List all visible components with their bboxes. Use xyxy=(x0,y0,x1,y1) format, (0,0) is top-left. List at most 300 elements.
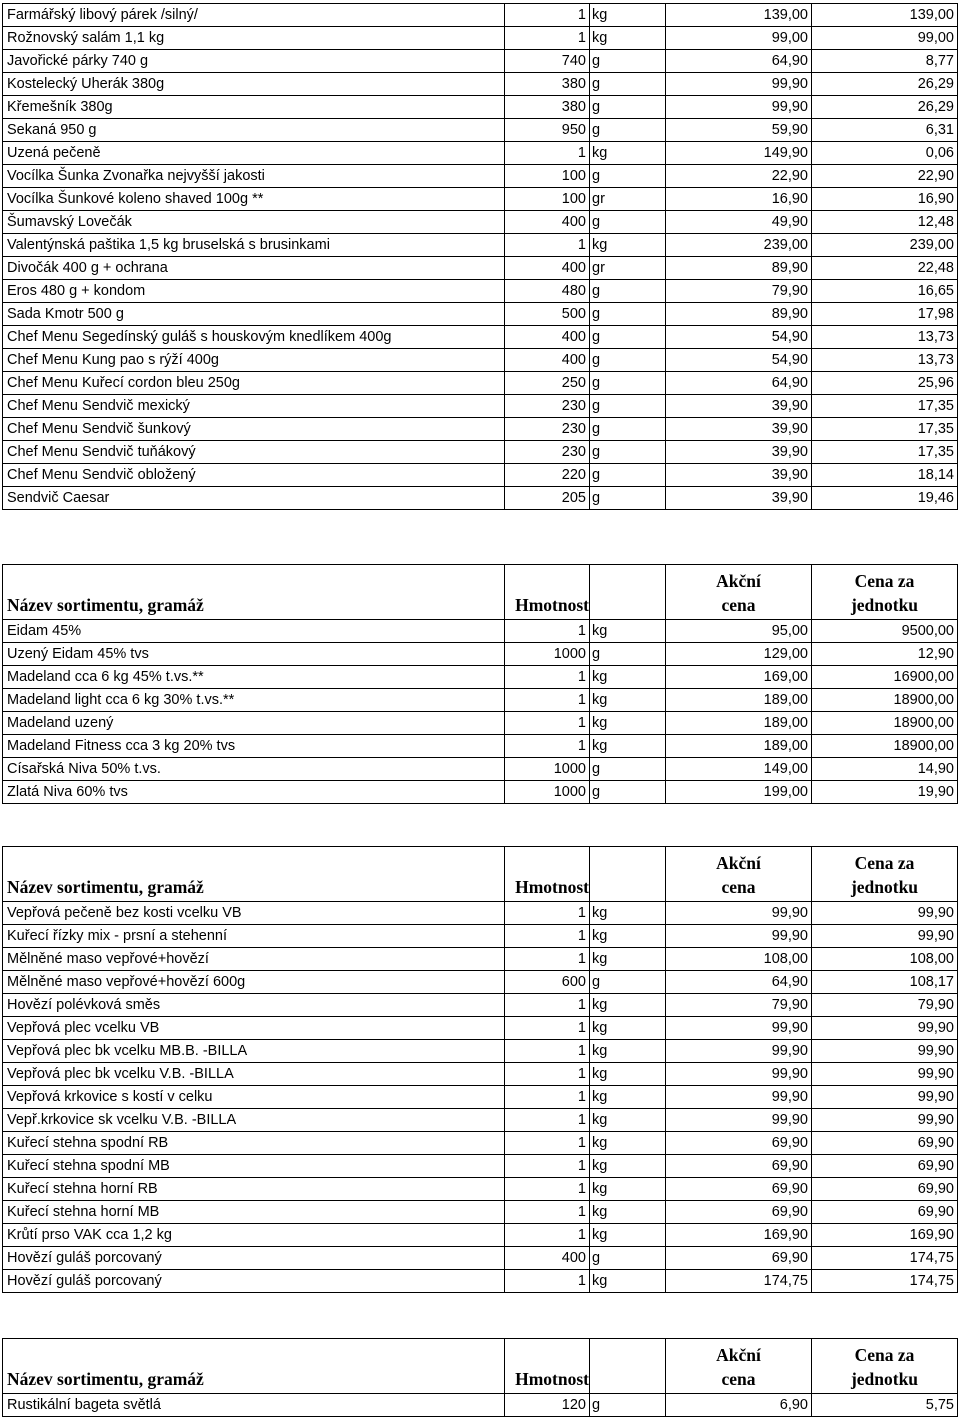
table-row xyxy=(3,971,958,994)
product-name: Kostelecký Uherák 380g xyxy=(3,73,505,96)
price: 69,90 xyxy=(666,1132,812,1155)
product-name: Hovězí guláš porcovaný xyxy=(3,1270,505,1293)
price-table-2 xyxy=(2,564,958,804)
product-name: Javořické párky 740 g xyxy=(3,50,505,73)
unit-price: 8,77 xyxy=(812,50,958,73)
quantity: 1 xyxy=(505,1224,590,1247)
quantity: 205 xyxy=(505,487,590,510)
product-name: Kuřecí stehna horní MB xyxy=(3,1201,505,1224)
table-row xyxy=(3,781,958,804)
unit-price: 16,65 xyxy=(812,280,958,303)
product-name: Vocílka Šunka Zvonařka nejvyšší jakosti xyxy=(3,165,505,188)
unit: g xyxy=(590,1247,666,1270)
product-name: Vepřová plec bk vcelku MB.B. -BILLA xyxy=(3,1040,505,1063)
price: 139,00 xyxy=(666,4,812,27)
table-row xyxy=(3,994,958,1017)
header-price-line1: Akční xyxy=(716,853,761,873)
header-price xyxy=(666,1339,812,1394)
product-name: Madeland uzený xyxy=(3,712,505,735)
unit: kg xyxy=(590,142,666,165)
quantity: 400 xyxy=(505,257,590,280)
table-body xyxy=(3,1339,958,1417)
product-name: Rožnovský salám 1,1 kg xyxy=(3,27,505,50)
price: 189,00 xyxy=(666,689,812,712)
header-unit-price xyxy=(812,847,958,902)
header-price-line2: cena xyxy=(721,877,756,897)
header-name: Název sortimentu, gramáž xyxy=(3,1339,505,1394)
price: 39,90 xyxy=(666,395,812,418)
price: 22,90 xyxy=(666,165,812,188)
unit-price: 12,48 xyxy=(812,211,958,234)
price: 189,00 xyxy=(666,712,812,735)
product-name: Hovězí guláš porcovaný xyxy=(3,1247,505,1270)
header-weight: Hmotnost xyxy=(505,847,590,902)
quantity: 1 xyxy=(505,994,590,1017)
quantity: 740 xyxy=(505,50,590,73)
product-name: Sendvič Caesar xyxy=(3,487,505,510)
price: 49,90 xyxy=(666,211,812,234)
unit-price: 6,31 xyxy=(812,119,958,142)
table-row xyxy=(3,96,958,119)
price: 99,90 xyxy=(666,1086,812,1109)
unit-price: 174,75 xyxy=(812,1247,958,1270)
unit-price: 69,90 xyxy=(812,1178,958,1201)
unit: kg xyxy=(590,27,666,50)
unit-price: 174,75 xyxy=(812,1270,958,1293)
unit-price: 69,90 xyxy=(812,1132,958,1155)
unit: g xyxy=(590,1394,666,1417)
product-name: Eidam 45% xyxy=(3,620,505,643)
unit-price: 17,35 xyxy=(812,395,958,418)
quantity: 1 xyxy=(505,1270,590,1293)
unit-price: 99,90 xyxy=(812,1063,958,1086)
product-name: Madeland cca 6 kg 45% t.vs.** xyxy=(3,666,505,689)
price: 174,75 xyxy=(666,1270,812,1293)
quantity: 1 xyxy=(505,1017,590,1040)
header-row xyxy=(3,847,958,902)
header-weight: Hmotnost xyxy=(505,1339,590,1394)
unit: kg xyxy=(590,1178,666,1201)
unit: kg xyxy=(590,1086,666,1109)
table-body xyxy=(3,565,958,804)
table-row xyxy=(3,735,958,758)
header-unit-price-line2: jednotku xyxy=(850,1369,919,1389)
header-weight-spacer xyxy=(590,565,666,620)
unit: kg xyxy=(590,1132,666,1155)
unit-price: 14,90 xyxy=(812,758,958,781)
quantity: 1 xyxy=(505,1040,590,1063)
table-row xyxy=(3,326,958,349)
table-row xyxy=(3,50,958,73)
product-name: Chef Menu Kuřecí cordon bleu 250g xyxy=(3,372,505,395)
unit-price: 13,73 xyxy=(812,326,958,349)
table-body xyxy=(3,847,958,1293)
table-row xyxy=(3,487,958,510)
header-price xyxy=(666,847,812,902)
unit-price: 139,00 xyxy=(812,4,958,27)
table-row xyxy=(3,211,958,234)
unit: g xyxy=(590,487,666,510)
price: 99,90 xyxy=(666,96,812,119)
price: 99,90 xyxy=(666,73,812,96)
unit-price: 18900,00 xyxy=(812,712,958,735)
unit-price: 99,90 xyxy=(812,902,958,925)
quantity: 480 xyxy=(505,280,590,303)
quantity: 1000 xyxy=(505,643,590,666)
unit-price: 18,14 xyxy=(812,464,958,487)
unit-price: 239,00 xyxy=(812,234,958,257)
price: 69,90 xyxy=(666,1178,812,1201)
quantity: 1 xyxy=(505,1201,590,1224)
table-row xyxy=(3,280,958,303)
price-table-3 xyxy=(2,846,958,1293)
table-row xyxy=(3,4,958,27)
product-name: Mělněné maso vepřové+hovězí xyxy=(3,948,505,971)
quantity: 380 xyxy=(505,96,590,119)
price: 6,90 xyxy=(666,1394,812,1417)
product-name: Madeland light cca 6 kg 30% t.vs.** xyxy=(3,689,505,712)
unit: g xyxy=(590,441,666,464)
product-name: Rustikální bageta světlá xyxy=(3,1394,505,1417)
unit: g xyxy=(590,326,666,349)
table-row xyxy=(3,1086,958,1109)
unit: kg xyxy=(590,902,666,925)
price: 54,90 xyxy=(666,349,812,372)
product-name: Vepřová pečeně bez kosti vcelku VB xyxy=(3,902,505,925)
unit-price: 99,00 xyxy=(812,27,958,50)
unit: g xyxy=(590,303,666,326)
unit: gr xyxy=(590,188,666,211)
product-name: Vepř.krkovice sk vcelku V.B. -BILLA xyxy=(3,1109,505,1132)
quantity: 1 xyxy=(505,1086,590,1109)
quantity: 1 xyxy=(505,689,590,712)
table-row xyxy=(3,464,958,487)
unit-price: 99,90 xyxy=(812,1017,958,1040)
table-row xyxy=(3,902,958,925)
price: 89,90 xyxy=(666,257,812,280)
unit: g xyxy=(590,73,666,96)
price: 99,90 xyxy=(666,925,812,948)
quantity: 400 xyxy=(505,349,590,372)
product-name: Uzený Eidam 45% tvs xyxy=(3,643,505,666)
unit-price: 19,46 xyxy=(812,487,958,510)
product-name: Vocílka Šunkové koleno shaved 100g ** xyxy=(3,188,505,211)
price: 79,90 xyxy=(666,994,812,1017)
quantity: 220 xyxy=(505,464,590,487)
price: 69,90 xyxy=(666,1247,812,1270)
price: 39,90 xyxy=(666,464,812,487)
unit: g xyxy=(590,349,666,372)
quantity: 1 xyxy=(505,902,590,925)
unit: gr xyxy=(590,257,666,280)
unit: g xyxy=(590,464,666,487)
quantity: 1 xyxy=(505,620,590,643)
header-name: Název sortimentu, gramáž xyxy=(3,565,505,620)
unit: kg xyxy=(590,1270,666,1293)
quantity: 1 xyxy=(505,666,590,689)
unit: kg xyxy=(590,1224,666,1247)
unit-price: 0,06 xyxy=(812,142,958,165)
unit-price: 16,90 xyxy=(812,188,958,211)
price: 99,90 xyxy=(666,1109,812,1132)
quantity: 950 xyxy=(505,119,590,142)
unit: g xyxy=(590,280,666,303)
product-name: Chef Menu Sendvič šunkový xyxy=(3,418,505,441)
price-table-1 xyxy=(2,3,958,510)
table-row xyxy=(3,1017,958,1040)
unit: g xyxy=(590,165,666,188)
table-row xyxy=(3,666,958,689)
header-weight: Hmotnost xyxy=(505,565,590,620)
price: 39,90 xyxy=(666,418,812,441)
unit: kg xyxy=(590,1040,666,1063)
price: 169,90 xyxy=(666,1224,812,1247)
unit: kg xyxy=(590,712,666,735)
unit-price: 26,29 xyxy=(812,73,958,96)
product-name: Šumavský Lovečák xyxy=(3,211,505,234)
table-row xyxy=(3,1224,958,1247)
unit: g xyxy=(590,971,666,994)
product-name: Hovězí polévková směs xyxy=(3,994,505,1017)
header-price-line1: Akční xyxy=(716,1345,761,1365)
product-name: Uzená pečeně xyxy=(3,142,505,165)
product-name: Farmářský libový párek /silný/ xyxy=(3,4,505,27)
table-row xyxy=(3,234,958,257)
header-row xyxy=(3,565,958,620)
table-row xyxy=(3,441,958,464)
quantity: 1000 xyxy=(505,781,590,804)
unit-price: 25,96 xyxy=(812,372,958,395)
price: 54,90 xyxy=(666,326,812,349)
header-name: Název sortimentu, gramáž xyxy=(3,847,505,902)
price: 69,90 xyxy=(666,1201,812,1224)
table-row xyxy=(3,1247,958,1270)
table-row xyxy=(3,188,958,211)
quantity: 1 xyxy=(505,27,590,50)
table-row xyxy=(3,948,958,971)
price: 89,90 xyxy=(666,303,812,326)
price: 99,00 xyxy=(666,27,812,50)
quantity: 400 xyxy=(505,1247,590,1270)
product-name: Mělněné maso vepřové+hovězí 600g xyxy=(3,971,505,994)
quantity: 1 xyxy=(505,234,590,257)
product-name: Kuřecí stehna spodní RB xyxy=(3,1132,505,1155)
price: 149,00 xyxy=(666,758,812,781)
quantity: 1000 xyxy=(505,758,590,781)
unit: g xyxy=(590,119,666,142)
product-name: Zlatá Niva 60% tvs xyxy=(3,781,505,804)
table-row xyxy=(3,119,958,142)
product-name: Křemešník 380g xyxy=(3,96,505,119)
quantity: 400 xyxy=(505,211,590,234)
price: 99,90 xyxy=(666,1017,812,1040)
product-name: Chef Menu Sendvič tuňákový xyxy=(3,441,505,464)
table-row xyxy=(3,1201,958,1224)
quantity: 100 xyxy=(505,165,590,188)
unit-price: 17,35 xyxy=(812,418,958,441)
quantity: 1 xyxy=(505,1109,590,1132)
unit-price: 99,90 xyxy=(812,1109,958,1132)
quantity: 1 xyxy=(505,712,590,735)
unit: g xyxy=(590,395,666,418)
header-price-line2: cena xyxy=(721,1369,756,1389)
price: 99,90 xyxy=(666,1063,812,1086)
unit: g xyxy=(590,211,666,234)
quantity: 100 xyxy=(505,188,590,211)
unit: kg xyxy=(590,1201,666,1224)
unit-price: 12,90 xyxy=(812,643,958,666)
price: 99,90 xyxy=(666,902,812,925)
unit-price: 79,90 xyxy=(812,994,958,1017)
product-name: Eros 480 g + kondom xyxy=(3,280,505,303)
table-row xyxy=(3,27,958,50)
price: 69,90 xyxy=(666,1155,812,1178)
price: 64,90 xyxy=(666,971,812,994)
product-name: Sada Kmotr 500 g xyxy=(3,303,505,326)
table-row xyxy=(3,395,958,418)
product-name: Chef Menu Kung pao s rýží 400g xyxy=(3,349,505,372)
unit: g xyxy=(590,372,666,395)
price: 16,90 xyxy=(666,188,812,211)
product-name: Chef Menu Segedínský guláš s houskovým knedlíkem 400g xyxy=(3,326,505,349)
quantity: 230 xyxy=(505,441,590,464)
price: 129,00 xyxy=(666,643,812,666)
unit: kg xyxy=(590,234,666,257)
quantity: 1 xyxy=(505,1132,590,1155)
unit: kg xyxy=(590,1109,666,1132)
price: 79,90 xyxy=(666,280,812,303)
product-name: Krůtí prso VAK cca 1,2 kg xyxy=(3,1224,505,1247)
price: 39,90 xyxy=(666,487,812,510)
quantity: 600 xyxy=(505,971,590,994)
quantity: 1 xyxy=(505,142,590,165)
unit-price: 17,98 xyxy=(812,303,958,326)
unit-price: 99,90 xyxy=(812,925,958,948)
product-name: Kuřecí stehna horní RB xyxy=(3,1178,505,1201)
table-row xyxy=(3,643,958,666)
table-row xyxy=(3,142,958,165)
quantity: 380 xyxy=(505,73,590,96)
price: 99,90 xyxy=(666,1040,812,1063)
table-row xyxy=(3,1109,958,1132)
table-row xyxy=(3,1063,958,1086)
header-price-line2: cena xyxy=(721,595,756,615)
table-row xyxy=(3,372,958,395)
table-row xyxy=(3,925,958,948)
product-name: Divočák 400 g + ochrana xyxy=(3,257,505,280)
quantity: 120 xyxy=(505,1394,590,1417)
unit: g xyxy=(590,758,666,781)
unit: kg xyxy=(590,925,666,948)
price: 239,00 xyxy=(666,234,812,257)
unit: g xyxy=(590,643,666,666)
unit-price: 17,35 xyxy=(812,441,958,464)
price: 39,90 xyxy=(666,441,812,464)
product-name: Sekaná 950 g xyxy=(3,119,505,142)
table-row xyxy=(3,758,958,781)
table-row xyxy=(3,257,958,280)
price: 59,90 xyxy=(666,119,812,142)
table-row xyxy=(3,1270,958,1293)
header-unit-price-line1: Cena za xyxy=(854,853,915,873)
unit: kg xyxy=(590,1017,666,1040)
unit: g xyxy=(590,418,666,441)
unit: kg xyxy=(590,735,666,758)
table-row xyxy=(3,1178,958,1201)
unit-price: 169,90 xyxy=(812,1224,958,1247)
quantity: 1 xyxy=(505,1155,590,1178)
header-price-line1: Akční xyxy=(716,571,761,591)
table-row xyxy=(3,620,958,643)
product-name: Vepřová plec bk vcelku V.B. -BILLA xyxy=(3,1063,505,1086)
quantity: 250 xyxy=(505,372,590,395)
unit-price: 13,73 xyxy=(812,349,958,372)
product-name: Kuřecí řízky mix - prsní a stehenní xyxy=(3,925,505,948)
quantity: 500 xyxy=(505,303,590,326)
quantity: 1 xyxy=(505,735,590,758)
header-weight-spacer xyxy=(590,1339,666,1394)
quantity: 400 xyxy=(505,326,590,349)
unit: g xyxy=(590,781,666,804)
table-row xyxy=(3,712,958,735)
unit: kg xyxy=(590,948,666,971)
unit-price: 18900,00 xyxy=(812,735,958,758)
quantity: 230 xyxy=(505,395,590,418)
product-name: Vepřová plec vcelku VB xyxy=(3,1017,505,1040)
table-row xyxy=(3,73,958,96)
quantity: 1 xyxy=(505,948,590,971)
price: 95,00 xyxy=(666,620,812,643)
table-row xyxy=(3,418,958,441)
table-row xyxy=(3,165,958,188)
product-name: Valentýnská paštika 1,5 kg bruselská s brusinkami xyxy=(3,234,505,257)
price-table-4 xyxy=(2,1338,958,1417)
quantity: 1 xyxy=(505,1063,590,1086)
unit-price: 108,17 xyxy=(812,971,958,994)
unit: g xyxy=(590,50,666,73)
product-name: Císařská Niva 50% t.vs. xyxy=(3,758,505,781)
price: 169,00 xyxy=(666,666,812,689)
quantity: 1 xyxy=(505,1178,590,1201)
price: 189,00 xyxy=(666,735,812,758)
unit-price: 108,00 xyxy=(812,948,958,971)
product-name: Chef Menu Sendvič mexický xyxy=(3,395,505,418)
price: 108,00 xyxy=(666,948,812,971)
table-row xyxy=(3,1040,958,1063)
unit-price: 22,48 xyxy=(812,257,958,280)
unit-price: 69,90 xyxy=(812,1201,958,1224)
header-unit-price xyxy=(812,1339,958,1394)
table-row xyxy=(3,1394,958,1417)
quantity: 1 xyxy=(505,925,590,948)
table-row xyxy=(3,1155,958,1178)
unit: kg xyxy=(590,666,666,689)
unit-price: 18900,00 xyxy=(812,689,958,712)
header-price xyxy=(666,565,812,620)
unit-price: 16900,00 xyxy=(812,666,958,689)
unit: kg xyxy=(590,994,666,1017)
product-name: Madeland Fitness cca 3 kg 20% tvs xyxy=(3,735,505,758)
table-body xyxy=(3,4,958,510)
header-unit-price xyxy=(812,565,958,620)
unit: kg xyxy=(590,620,666,643)
unit: kg xyxy=(590,4,666,27)
unit: kg xyxy=(590,1063,666,1086)
unit-price: 9500,00 xyxy=(812,620,958,643)
unit-price: 26,29 xyxy=(812,96,958,119)
header-unit-price-line1: Cena za xyxy=(854,571,915,591)
header-unit-price-line2: jednotku xyxy=(850,877,919,897)
